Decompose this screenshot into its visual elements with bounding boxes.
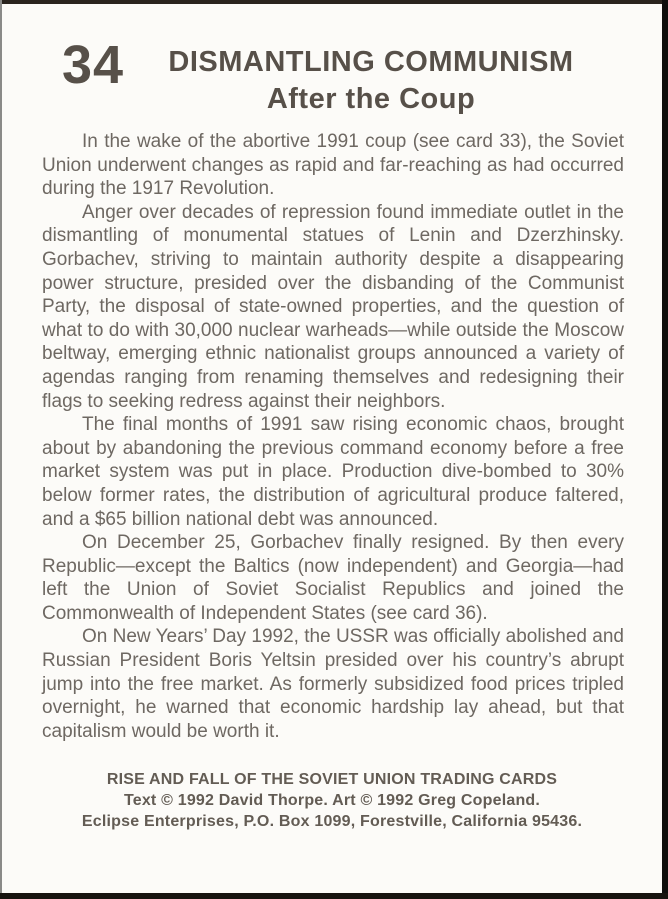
paragraph-intro: In the wake of the abortive 1991 coup (see card 33), the Soviet Union underwent changes as rapid and far-reaching as had occurred during the 1917 Revolution. xyxy=(42,131,624,200)
scan-edge-bottom xyxy=(0,893,668,899)
scan-edge-right xyxy=(662,0,668,899)
footer-publisher-address: Eclipse Enterprises, P.O. Box 1099, Forestville, California 95436. xyxy=(81,813,583,830)
card-footer xyxy=(10,769,654,832)
card-number: 34 xyxy=(62,35,125,95)
card-title: DISMANTLING COMMUNISM xyxy=(168,46,574,78)
paragraph-economy: The final months of 1991 saw rising economic chaos, brought about by abandoning the previous command economy before a free market system was put in place. Production dive-bombed to 30% below former rates, the distribution of agricultural produce faltered, and a $65 billion national debt was announced. xyxy=(42,414,624,530)
footer-series-title: RISE AND FALL OF THE SOVIET UNION TRADING CARDS xyxy=(106,771,558,788)
paragraph-new-years: On New Years’ Day 1992, the USSR was officially abolished and Russian President Boris Yeltsin presided over his country’s abrupt jump into the free market. As formerly subsidized food prices tripled overnight, he warned that economic hardship lay ahead, but that capitalism would be worth it. xyxy=(42,626,624,742)
card-body-text xyxy=(42,130,624,743)
scan-edge-top xyxy=(0,0,668,4)
paragraph-dismantling: Anger over decades of repression found immediate outlet in the dismantling of monumental statues of Lenin and Dzerzhinsky. Gorbachev, striving to maintain authority despite a disappearing power structure, presided over the disbanding of the Communist Party, the disposal of state-owned properties, and the question of what to do with 30,000 nuclear warheads—while outside the Moscow beltway, emerging ethnic nationalist groups announced a variety of agendas ranging from renaming themselves and redesigning their flags to seeking redress against their neighbors. xyxy=(42,201,624,412)
scan-edge-left xyxy=(0,0,2,899)
paragraph-resignation: On December 25, Gorbachev finally resigned. By then every Republic—except the Baltics (now independent) and Georgia—had left the Union of Soviet Socialist Republics and joined the Commonwealth of Independent States (see card 36). xyxy=(42,532,624,624)
card-subtitle: After the Coup xyxy=(266,83,476,115)
footer-copyright: Text © 1992 David Thorpe. Art © 1992 Greg Copeland. xyxy=(123,792,541,809)
card-title-block xyxy=(132,44,610,118)
